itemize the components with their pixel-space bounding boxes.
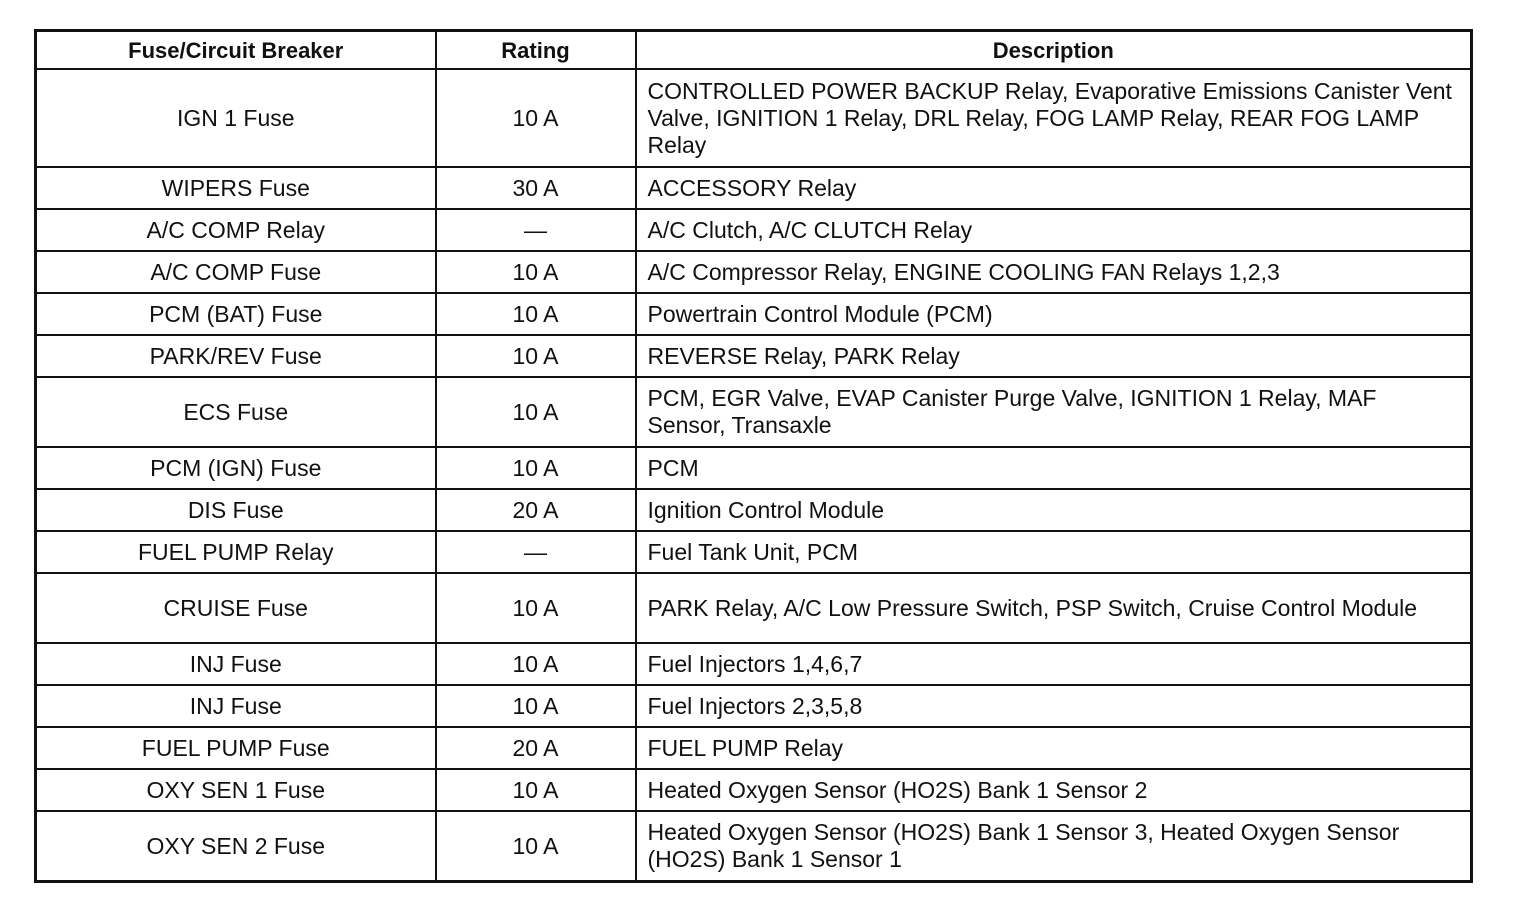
fuse-description: Powertrain Control Module (PCM)	[636, 293, 1472, 335]
fuse-rating: 10 A	[436, 447, 636, 489]
table-row	[36, 335, 1472, 377]
header-rating: Rating	[436, 31, 636, 70]
fuse-rating: 10 A	[436, 69, 636, 167]
fuse-description: REVERSE Relay, PARK Relay	[636, 335, 1472, 377]
fuse-name: FUEL PUMP Fuse	[36, 727, 436, 769]
fuse-description: A/C Compressor Relay, ENGINE COOLING FAN Relays 1,2,3	[636, 251, 1472, 293]
fuse-description: A/C Clutch, A/C CLUTCH Relay	[636, 209, 1472, 251]
table-row	[36, 811, 1472, 882]
fuse-rating: 10 A	[436, 769, 636, 811]
fuse-description: Fuel Injectors 2,3,5,8	[636, 685, 1472, 727]
table-row	[36, 643, 1472, 685]
fuse-rating: 20 A	[436, 489, 636, 531]
header-description: Description	[636, 31, 1472, 70]
table-row	[36, 489, 1472, 531]
table-row	[36, 69, 1472, 167]
fuse-description: PARK Relay, A/C Low Pressure Switch, PSP Switch, Cruise Control Module	[636, 573, 1472, 643]
fuse-table	[34, 29, 1473, 883]
fuse-name: CRUISE Fuse	[36, 573, 436, 643]
fuse-description: CONTROLLED POWER BACKUP Relay, Evaporative Emissions Canister Vent Valve, IGNITION 1 Relay, DRL Relay, FOG LAMP Relay, REAR FOG LAMP Relay	[636, 69, 1472, 167]
fuse-name: DIS Fuse	[36, 489, 436, 531]
fuse-name: PCM (BAT) Fuse	[36, 293, 436, 335]
fuse-rating: 30 A	[436, 167, 636, 209]
fuse-description: FUEL PUMP Relay	[636, 727, 1472, 769]
fuse-name: OXY SEN 1 Fuse	[36, 769, 436, 811]
table-row	[36, 251, 1472, 293]
table-row	[36, 377, 1472, 447]
header-fuse: Fuse/Circuit Breaker	[36, 31, 436, 70]
fuse-name: WIPERS Fuse	[36, 167, 436, 209]
fuse-rating: 10 A	[436, 335, 636, 377]
fuse-description: PCM, EGR Valve, EVAP Canister Purge Valve, IGNITION 1 Relay, MAF Sensor, Transaxle	[636, 377, 1472, 447]
fuse-description: PCM	[636, 447, 1472, 489]
fuse-name: FUEL PUMP Relay	[36, 531, 436, 573]
fuse-description: ACCESSORY Relay	[636, 167, 1472, 209]
table-row	[36, 531, 1472, 573]
table-row	[36, 769, 1472, 811]
fuse-description: Fuel Tank Unit, PCM	[636, 531, 1472, 573]
table-header-row	[36, 31, 1472, 70]
fuse-rating: 10 A	[436, 643, 636, 685]
table-row	[36, 727, 1472, 769]
table-row	[36, 573, 1472, 643]
table-row	[36, 447, 1472, 489]
table-row	[36, 685, 1472, 727]
fuse-description: Heated Oxygen Sensor (HO2S) Bank 1 Sensor 3, Heated Oxygen Sensor (HO2S) Bank 1 Sensor 1	[636, 811, 1472, 882]
fuse-name: INJ Fuse	[36, 685, 436, 727]
fuse-description: Heated Oxygen Sensor (HO2S) Bank 1 Sensor 2	[636, 769, 1472, 811]
fuse-rating: 10 A	[436, 811, 636, 882]
fuse-rating: —	[436, 209, 636, 251]
fuse-name: A/C COMP Fuse	[36, 251, 436, 293]
fuse-rating: 10 A	[436, 251, 636, 293]
fuse-rating: —	[436, 531, 636, 573]
fuse-name: IGN 1 Fuse	[36, 69, 436, 167]
fuse-name: PARK/REV Fuse	[36, 335, 436, 377]
fuse-name: INJ Fuse	[36, 643, 436, 685]
fuse-name: ECS Fuse	[36, 377, 436, 447]
table-row	[36, 293, 1472, 335]
fuse-rating: 10 A	[436, 377, 636, 447]
fuse-name: PCM (IGN) Fuse	[36, 447, 436, 489]
fuse-description: Ignition Control Module	[636, 489, 1472, 531]
fuse-rating: 10 A	[436, 293, 636, 335]
fuse-name: A/C COMP Relay	[36, 209, 436, 251]
fuse-rating: 20 A	[436, 727, 636, 769]
table-row	[36, 209, 1472, 251]
table-row	[36, 167, 1472, 209]
fuse-rating: 10 A	[436, 573, 636, 643]
fuse-description: Fuel Injectors 1,4,6,7	[636, 643, 1472, 685]
fuse-rating: 10 A	[436, 685, 636, 727]
fuse-name: OXY SEN 2 Fuse	[36, 811, 436, 882]
